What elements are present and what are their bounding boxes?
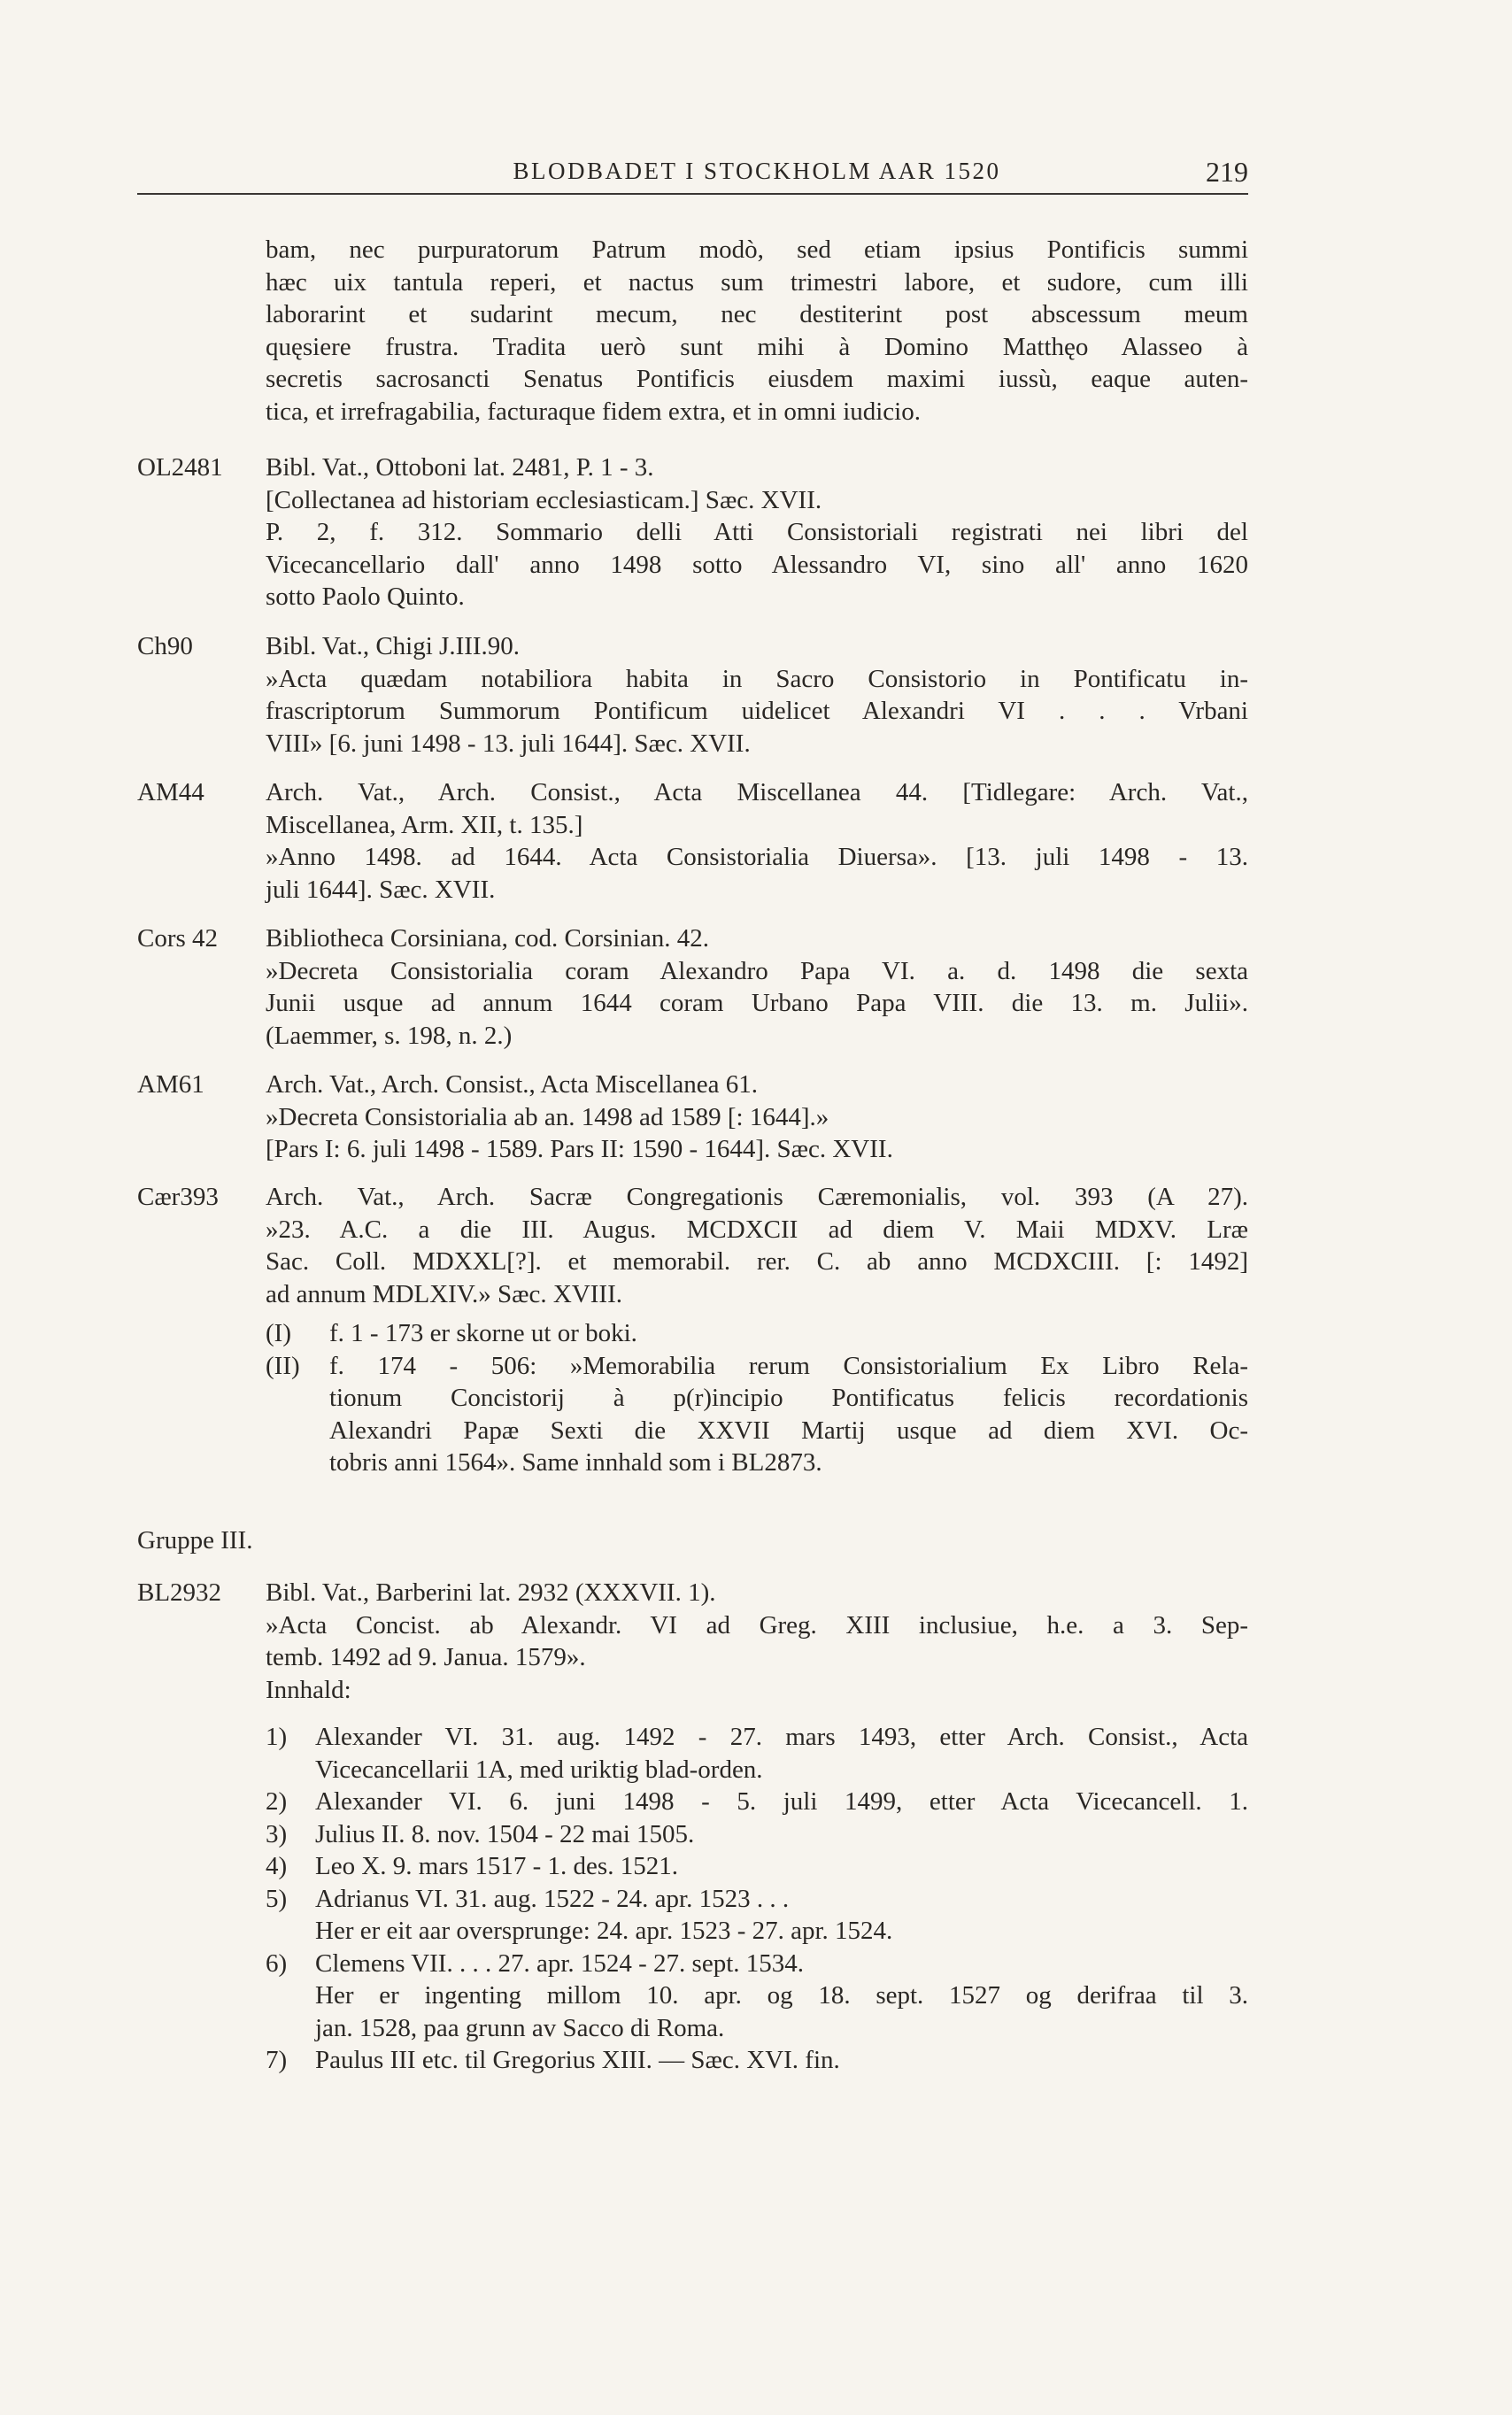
text-line: »Decreta Consistorialia coram Alexandro Papa VI. a. d. 1498 die sexta bbox=[266, 956, 1248, 985]
text-line: P. 2, f. 312. Sommario delli Atti Consistoriali registrati nei libri del bbox=[266, 518, 1248, 546]
list-item bbox=[266, 2044, 1248, 2077]
text-line: Miscellanea, Arm. XII, t. 135.] bbox=[266, 810, 583, 839]
running-title: BLODBADET I STOCKHOLM AAR 1520 bbox=[513, 158, 1001, 184]
item-label: 6) bbox=[266, 1948, 288, 1978]
list-item bbox=[266, 1850, 1248, 1883]
text-line: »Decreta Consistorialia ab an. 1498 ad 1589 [: 1644].» bbox=[266, 1102, 829, 1131]
text-line: Alexander VI. 6. juni 1498 - 5. juli 1499, etter Acta Vicecancell. 1. bbox=[315, 1787, 1248, 1816]
text-line: Arch. Vat., Arch. Consist., Acta Miscellanea 61. bbox=[266, 1070, 758, 1099]
text-line: Clemens VII. . . . 27. apr. 1524 - 27. sept. 1534. bbox=[315, 1948, 805, 1978]
item-label: 4) bbox=[266, 1852, 288, 1880]
text-line: quęsiere frustra. Tradita uerò sunt mihi à Domino Matthęo Alasseo à bbox=[266, 332, 1248, 361]
entry-siglum: BL2932 bbox=[137, 1578, 222, 1607]
item-label: 2) bbox=[266, 1787, 288, 1816]
text-line: Bibl. Vat., Barberini lat. 2932 (XXXVII. 1). bbox=[266, 1578, 716, 1607]
text-line: Junii usque ad annum 1644 coram Urbano Papa VIII. die 13. m. Julii». bbox=[266, 989, 1248, 1017]
list-item bbox=[266, 1350, 1248, 1479]
intro-paragraph bbox=[266, 234, 1248, 428]
entry-am44 bbox=[266, 776, 1248, 906]
text-line: secretis sacrosancti Senatus Pontificis eiusdem maximi iussù, eaque auten- bbox=[266, 365, 1248, 393]
text-line: »Acta quædam notabiliora habita in Sacro Consistorio in Pontificatu in- bbox=[266, 664, 1248, 693]
text-line: [Pars I: 6. juli 1498 - 1589. Pars II: 1590 - 1644]. Sæc. XVII. bbox=[266, 1135, 893, 1163]
text-line: Bibl. Vat., Ottoboni lat. 2481, P. 1 - 3. bbox=[266, 453, 654, 482]
text-line: hæc uix tantula reperi, et nactus sum trimestri labore, et sudore, cum illi bbox=[266, 267, 1248, 297]
text-line: Her er ingenting millom 10. apr. og 18. sept. 1527 og derifraa til 3. bbox=[315, 1981, 1248, 2010]
list-item bbox=[266, 1786, 1248, 1818]
page-header bbox=[137, 158, 1248, 195]
text-line: tobris anni 1564». Same innhald som i BL2873. bbox=[329, 1448, 822, 1477]
text-line: sotto Paolo Quinto. bbox=[266, 583, 465, 611]
text-line: jan. 1528, paa grunn av Sacco di Roma. bbox=[315, 2013, 725, 2042]
item-label: 3) bbox=[266, 1819, 288, 1848]
text-line: (Laemmer, s. 198, n. 2.) bbox=[266, 1021, 513, 1050]
contents-list bbox=[266, 1721, 1248, 2077]
entry-ch90 bbox=[266, 630, 1248, 760]
text-line: »Anno 1498. ad 1644. Acta Consistorialia Diuersa». [13. juli 1498 - 13. bbox=[266, 843, 1248, 871]
text-line: Bibl. Vat., Chigi J.III.90. bbox=[266, 632, 521, 660]
item-label: 1) bbox=[266, 1723, 288, 1751]
text-line: ad annum MDLXIV.» Sæc. XVIII. bbox=[266, 1279, 622, 1308]
text-line: Julius II. 8. nov. 1504 - 22 mai 1505. bbox=[315, 1819, 695, 1848]
text-line: juli 1644]. Sæc. XVII. bbox=[266, 875, 496, 904]
text-line: [Collectanea ad historiam ecclesiasticam.] Sæc. XVII. bbox=[266, 485, 822, 514]
text-line: Sac. Coll. MDXXL[?]. et memorabil. rer. C. ab anno MCDXCIII. [: 1492] bbox=[266, 1247, 1248, 1276]
text-line: Alexander VI. 31. aug. 1492 - 27. mars 1493, etter Arch. Consist., Acta bbox=[315, 1723, 1248, 1751]
entry-am61 bbox=[266, 1069, 1248, 1166]
text-line: laborarint et sudarint mecum, nec destiterint post abscessum meum bbox=[266, 300, 1248, 328]
caer393-sublist bbox=[266, 1317, 1248, 1479]
text-line: bam, nec purpuratorum Patrum modò, sed etiam ipsius Pontificis summi bbox=[266, 235, 1248, 264]
entry-siglum: AM44 bbox=[137, 778, 204, 806]
list-item bbox=[266, 1317, 1248, 1350]
item-label: 7) bbox=[266, 2046, 288, 2074]
text-line: »23. A.C. a die III. Augus. MCDXCII ad diem V. Maii MDXV. Lræ bbox=[266, 1215, 1248, 1244]
text-line: Leo X. 9. mars 1517 - 1. des. 1521. bbox=[315, 1852, 678, 1880]
list-item bbox=[266, 1721, 1248, 1786]
entry-ol2481 bbox=[266, 451, 1248, 613]
text-line: temb. 1492 ad 9. Janua. 1579». bbox=[266, 1643, 586, 1671]
text-line: tica, et irrefragabilia, facturaque fidem extra, et in omni iudicio. bbox=[266, 397, 921, 426]
entry-bl2932 bbox=[266, 1577, 1248, 1706]
item-label: 5) bbox=[266, 1884, 288, 1913]
text-line: Bibliotheca Corsiniana, cod. Corsinian. 42. bbox=[266, 924, 709, 953]
text-line: VIII» [6. juni 1498 - 13. juli 1644]. Sæc. XVII. bbox=[266, 729, 751, 758]
text-line: tionum Concistorij à p(r)incipio Pontificatus felicis recordationis bbox=[329, 1384, 1248, 1412]
list-item bbox=[266, 1948, 1248, 2045]
text-line: Vicecancellarii 1A, med uriktig blad-orden. bbox=[315, 1755, 763, 1784]
group-heading: Gruppe III. bbox=[137, 1526, 253, 1555]
entry-siglum: AM61 bbox=[137, 1070, 204, 1099]
item-label: (I) bbox=[266, 1319, 291, 1347]
text-line: »Acta Concist. ab Alexandr. VI ad Greg. XIII inclusiue, h.e. a 3. Sep- bbox=[266, 1610, 1248, 1640]
text-line: Alexandri Papæ Sexti die XXVII Martij usque ad diem XVI. Oc- bbox=[329, 1416, 1248, 1445]
entry-siglum: OL2481 bbox=[137, 453, 223, 482]
page-number: 219 bbox=[1206, 156, 1248, 188]
text-line: f. 174 - 506: »Memorabilia rerum Consistorialium Ex Libro Rela- bbox=[329, 1351, 1248, 1380]
text-line: Vicecancellario dall' anno 1498 sotto Alessandro VI, sino all' anno 1620 bbox=[266, 550, 1248, 579]
text-line: Arch. Vat., Arch. Consist., Acta Miscellanea 44. [Tidlegare: Arch. Vat., bbox=[266, 778, 1248, 806]
item-label: (II) bbox=[266, 1351, 300, 1380]
text-line: Adrianus VI. 31. aug. 1522 - 24. apr. 1523 . . . bbox=[315, 1884, 790, 1913]
text-line: frascriptorum Summorum Pontificum uidelicet Alexandri VI . . . Vrbani bbox=[266, 697, 1248, 725]
text-line: Her er eit aar oversprunge: 24. apr. 1523 - 27. apr. 1524. bbox=[315, 1917, 893, 1945]
list-item bbox=[266, 1883, 1248, 1948]
text-line: Paulus III etc. til Gregorius XIII. — Sæc. XVI. fin. bbox=[315, 2046, 840, 2074]
entry-cors42 bbox=[266, 922, 1248, 1052]
entry-siglum: Cors 42 bbox=[137, 924, 219, 953]
entry-caer393 bbox=[266, 1181, 1248, 1310]
entry-siglum: Cær393 bbox=[137, 1183, 219, 1211]
entry-siglum: Ch90 bbox=[137, 632, 193, 660]
text-line: Arch. Vat., Arch. Sacræ Congregationis Cæremonialis, vol. 393 (A 27). bbox=[266, 1183, 1248, 1211]
list-item bbox=[266, 1818, 1248, 1851]
text-line: Innhald: bbox=[266, 1675, 351, 1704]
text-line: f. 1 - 173 er skorne ut or boki. bbox=[329, 1319, 637, 1347]
